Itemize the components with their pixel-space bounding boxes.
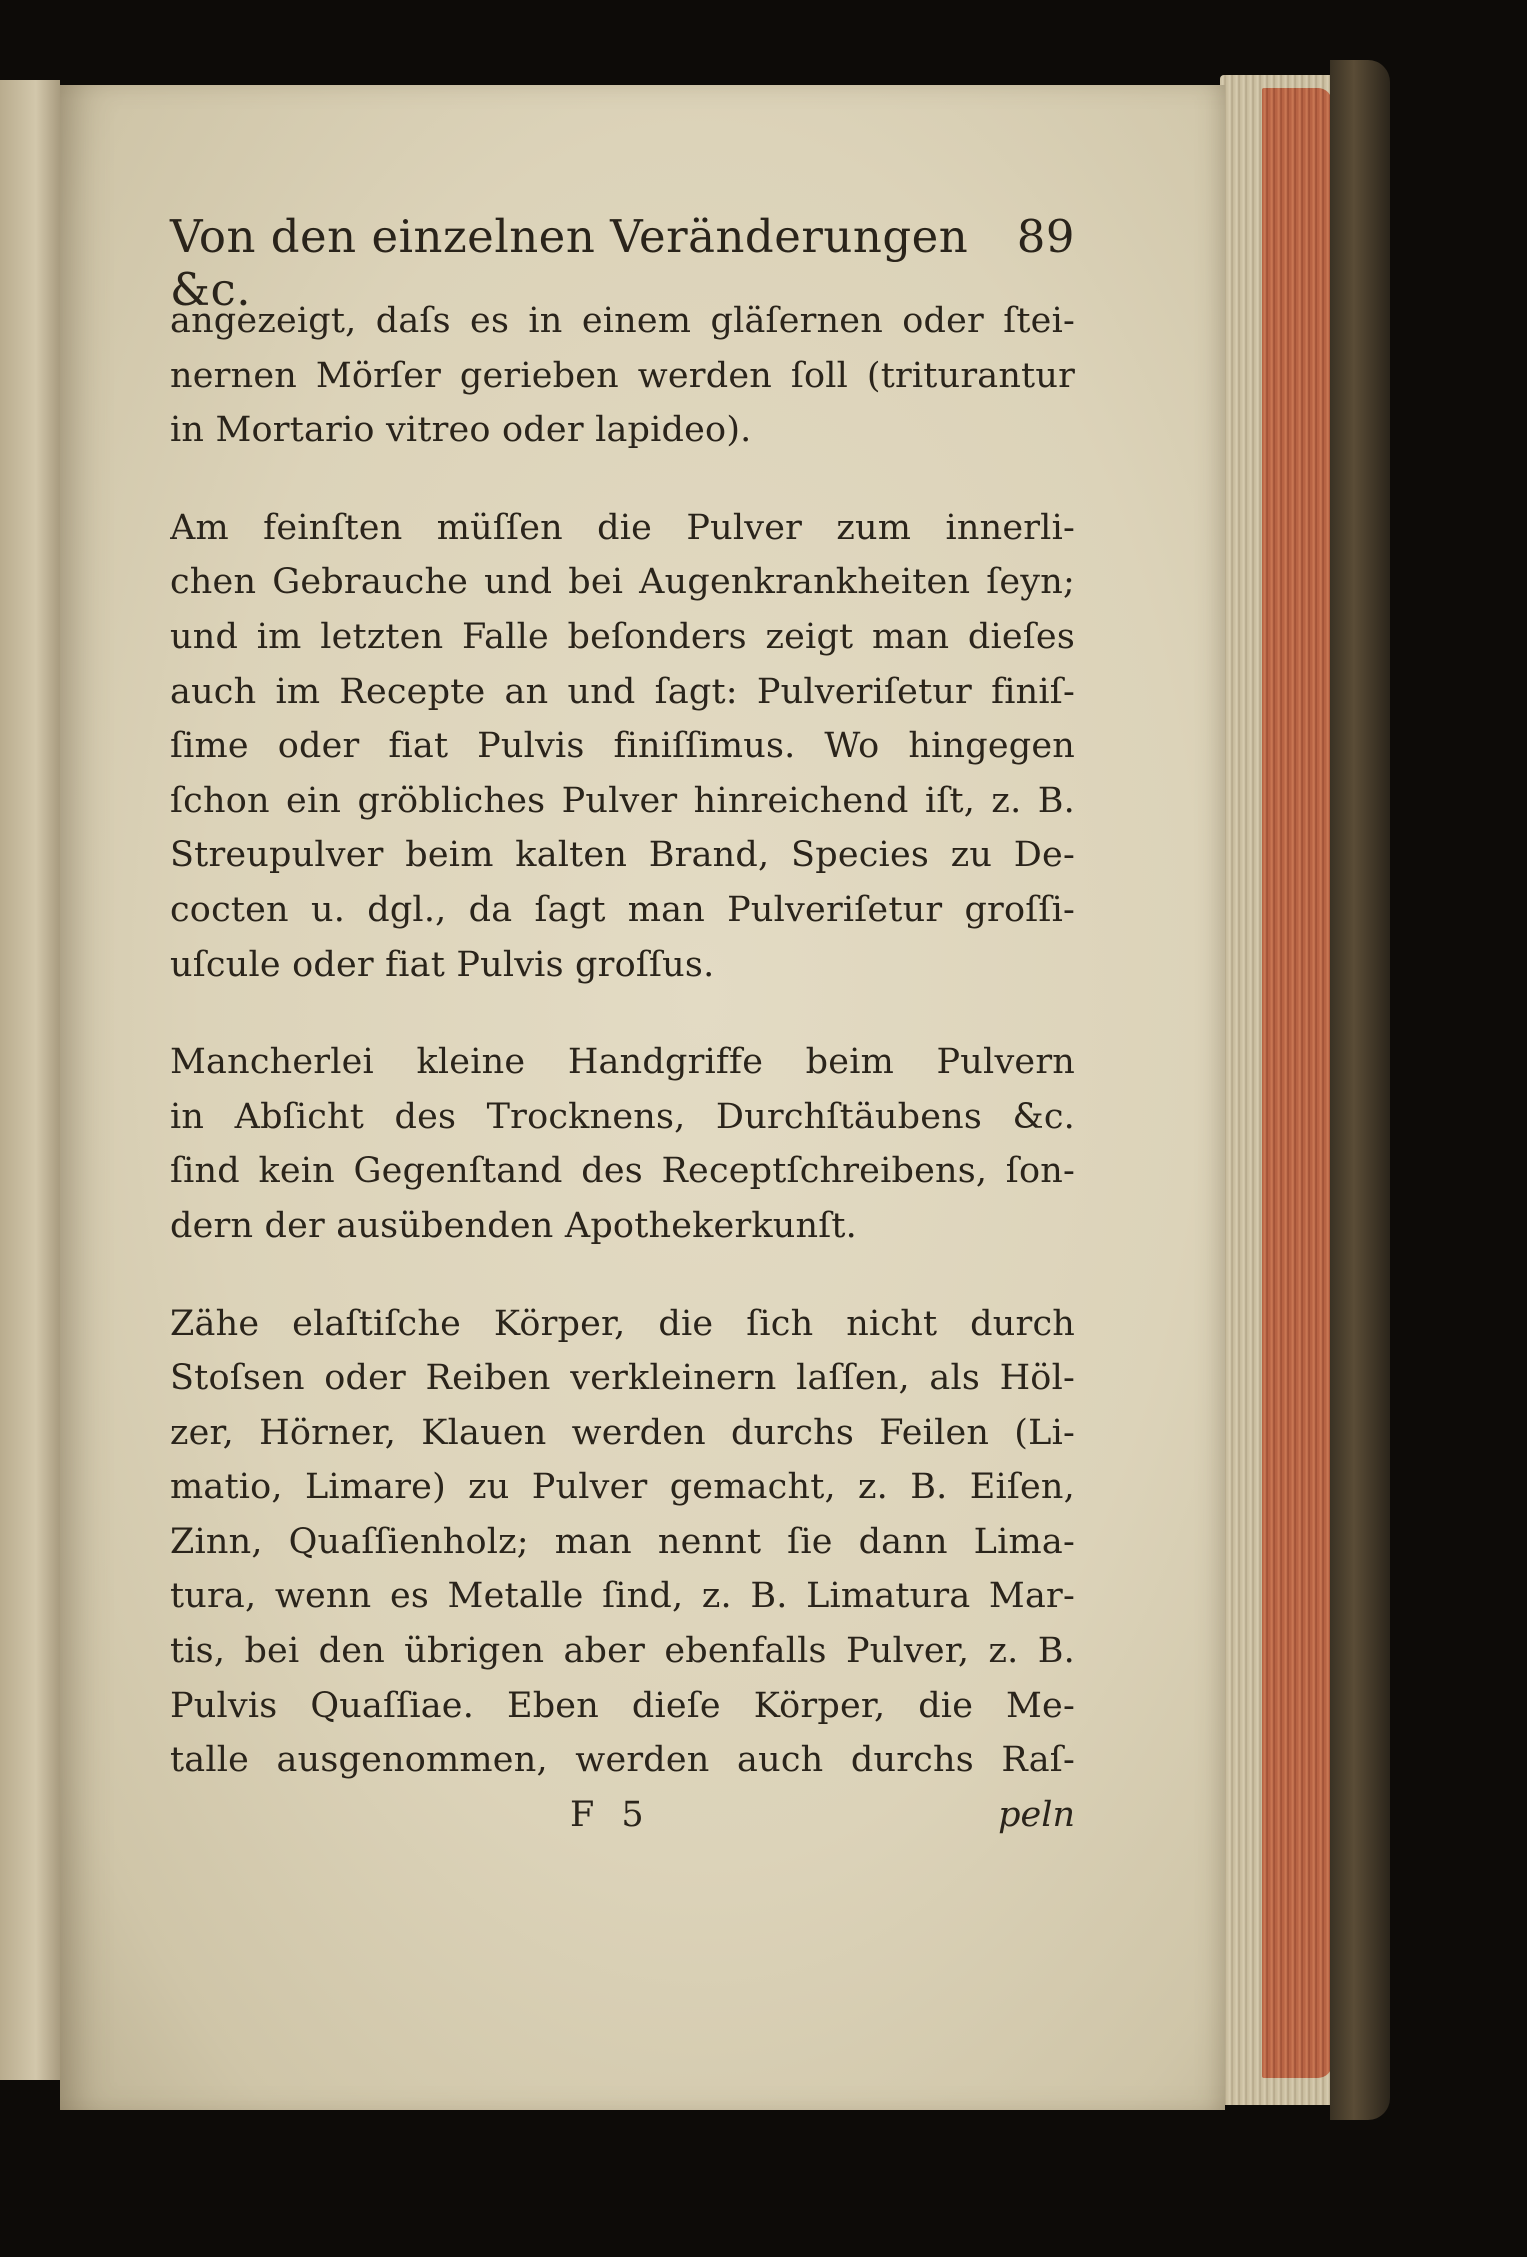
text-line: uſcule oder fiat Pulvis groſſus. xyxy=(170,944,715,985)
text-line: nernen Mörſer gerieben werden ſoll (triturantur xyxy=(170,355,1075,396)
book-page xyxy=(60,85,1225,2110)
paragraph-4 xyxy=(170,1297,1075,1788)
red-page-edges xyxy=(1262,88,1332,2078)
paragraph-3 xyxy=(170,1035,1075,1253)
signature-mark: F 5 xyxy=(570,1794,652,1835)
text-line: matio, Limare) zu Pulver gemacht, z. B. Eiſen, xyxy=(170,1467,1075,1508)
text-line: in Mortario vitreo oder lapideo). xyxy=(170,410,752,451)
text-line: Mancherlei kleine Handgriffe beim Pulvern xyxy=(170,1042,1075,1083)
text-line: chen Gebrauche und bei Augenkrankheiten ſeyn; xyxy=(170,562,1075,603)
running-head-title: Von den einzelnen Veränderungen &c. xyxy=(170,210,969,316)
text-line: cocten u. dgl., da ſagt man Pulveriſetur groſſi- xyxy=(170,889,1075,930)
text-line: tura, wenn es Metalle ſind, z. B. Limatura Mar- xyxy=(170,1576,1075,1617)
catchword: peln xyxy=(998,1794,1075,1835)
text-line: zer, Hörner, Klauen werden durchs Feilen (Li- xyxy=(170,1412,1075,1453)
text-line: dern der ausübenden Apothekerkunſt. xyxy=(170,1205,858,1246)
text-line: Stoſsen oder Reiben verkleinern laſſen, als Höl- xyxy=(170,1358,1075,1399)
text-block xyxy=(170,210,1075,1842)
text-line: angezeigt, daſs es in einem gläſernen oder ſtei- xyxy=(170,301,1075,341)
text-line: Streupulver beim kalten Brand, Species zu De- xyxy=(170,835,1075,876)
paragraph-2 xyxy=(170,501,1075,992)
text-line: ſchon ein gröbliches Pulver hinreichend iſt, z. B. xyxy=(170,780,1075,821)
previous-page-edge xyxy=(0,80,60,2080)
text-line: tis, bei den übrigen aber ebenfalls Pulver, z. B. xyxy=(170,1631,1075,1672)
text-line: ſime oder fiat Pulvis finiſſimus. Wo hingegen xyxy=(170,726,1075,767)
text-line: Zinn, Quaſſienholz; man nennt ſie dann Lima- xyxy=(170,1521,1075,1562)
running-head xyxy=(170,210,1075,316)
book-cover-edge xyxy=(1330,60,1390,2120)
text-line: in Abſicht des Trocknens, Durchſtäubens &c. xyxy=(170,1096,1075,1137)
page-footer xyxy=(170,1788,1075,1842)
text-line: und im letzten Falle beſonders zeigt man dieſes xyxy=(170,616,1075,657)
text-line: Zähe elaſtiſche Körper, die ſich nicht durch xyxy=(170,1303,1075,1344)
text-line: auch im Recepte an und ſagt: Pulveriſetur finiſ- xyxy=(170,671,1075,712)
text-line: Am feinſten müſſen die Pulver zum innerli- xyxy=(170,507,1075,548)
text-line: ſind kein Gegenſtand des Receptſchreibens, ſon- xyxy=(170,1151,1075,1192)
page-number: 89 xyxy=(1016,210,1075,263)
text-line: Pulvis Quaſſiae. Eben dieſe Körper, die Me- xyxy=(170,1685,1075,1726)
text-line: talle ausgenommen, werden auch durchs Raſ- xyxy=(170,1740,1075,1781)
paragraph-1 xyxy=(170,294,1075,458)
